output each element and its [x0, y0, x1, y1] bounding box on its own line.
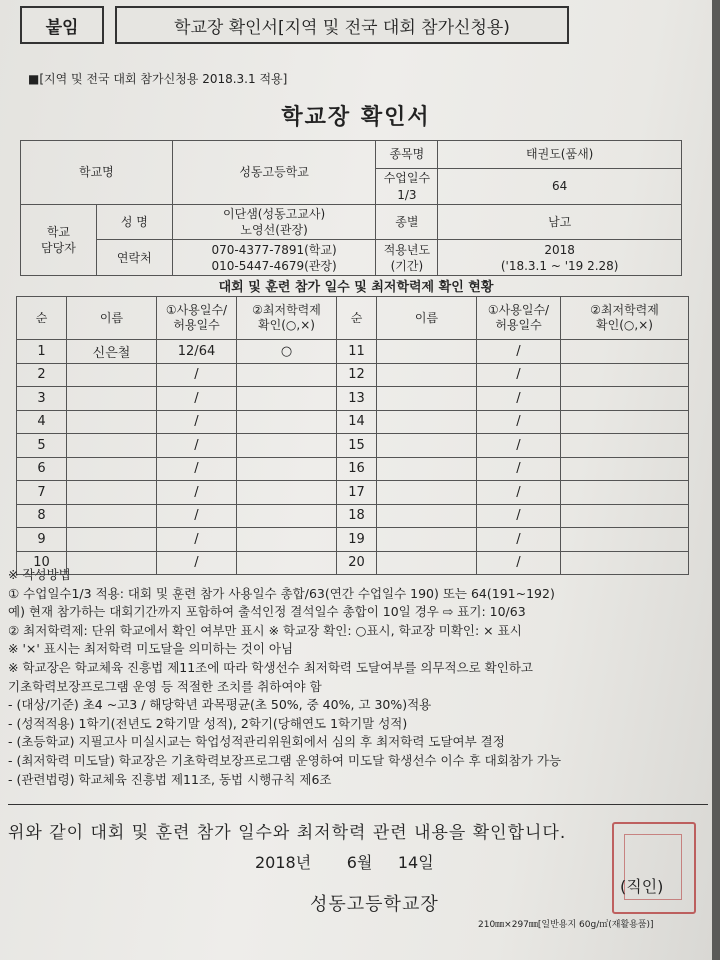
- contact-numbers: [172, 240, 376, 276]
- days-cell: /: [157, 528, 237, 552]
- attachment-tab: 붙임: [20, 6, 104, 44]
- instruction-line: ※ '×' 표시는 최저학력 미도달을 의미하는 것이 아님: [8, 641, 294, 657]
- days-cell: 12/64: [157, 340, 237, 364]
- check-cell: [237, 363, 337, 387]
- class-days-value: 64: [438, 169, 682, 205]
- instruction-line: - (성적적용) 1학기(전년도 2학기말 성적), 2학기(당해연도 1학기말 성적): [8, 715, 408, 731]
- no-cell: 20: [337, 551, 377, 575]
- header-check-line-2: 확인(○,×): [258, 318, 315, 332]
- contact-label: 연락처: [96, 240, 172, 276]
- instruction-line: ※ 작성방법: [8, 567, 71, 582]
- no-cell: 4: [17, 410, 67, 434]
- apply-year-value: [438, 240, 682, 276]
- name-cell: [67, 434, 157, 458]
- issue-year: 2018년: [255, 853, 312, 872]
- no-cell: 12: [337, 363, 377, 387]
- table-row: [17, 340, 689, 364]
- check-cell: [561, 387, 689, 411]
- days-cell: /: [157, 551, 237, 575]
- name-cell: [377, 504, 477, 528]
- instruction-line: 예) 현재 참가하는 대회기간까지 포함하여 출석인정 결석일수 총합이 10일 경우 ⇨ 표기: 10/63: [8, 604, 526, 620]
- no-cell: 9: [17, 528, 67, 552]
- table-header-row: [17, 297, 689, 340]
- section-title: 대회 및 훈련 참가 일수 및 최저학력제 확인 현황: [218, 280, 494, 295]
- header-no-right: 순: [337, 297, 377, 340]
- days-cell: /: [477, 410, 561, 434]
- header-check-left: [237, 297, 337, 340]
- division-label: 종별: [376, 205, 438, 240]
- no-cell: 13: [337, 387, 377, 411]
- days-cell: /: [477, 434, 561, 458]
- table-row: [17, 481, 689, 505]
- apply-period: ('18.3.1 ~ '19 2.28): [500, 258, 619, 273]
- class-days-label: [376, 169, 438, 205]
- header-check-line-1: ②최저학력제: [252, 303, 321, 317]
- issue-date: [255, 850, 434, 873]
- apply-year-label: [376, 240, 438, 276]
- name-cell: [377, 481, 477, 505]
- name-cell: [67, 387, 157, 411]
- division-value: 남고: [438, 205, 682, 240]
- check-cell: [237, 410, 337, 434]
- check-cell: [237, 457, 337, 481]
- apply-year-label-line-2: (기간): [390, 258, 424, 273]
- stamp-label: (직인): [620, 877, 664, 896]
- no-cell: 3: [17, 387, 67, 411]
- header-name-left: 이름: [67, 297, 157, 340]
- manager-label-line-2: 담당자: [41, 241, 76, 256]
- name-cell: [377, 363, 477, 387]
- days-cell: /: [157, 504, 237, 528]
- manager-label-line-1: 학교: [46, 225, 71, 239]
- contact-number-2: 010-5447-4679(관장): [211, 258, 337, 273]
- table-row: [17, 528, 689, 552]
- check-cell: [561, 528, 689, 552]
- name-cell: [67, 481, 157, 505]
- days-cell: /: [477, 481, 561, 505]
- no-cell: 11: [337, 340, 377, 364]
- school-name-value: 성동고등학교: [172, 141, 376, 205]
- school-info-table: [20, 140, 682, 276]
- header-title: 학교장 확인서[지역 및 전국 대회 참가신청용): [115, 6, 569, 44]
- table-row: [17, 410, 689, 434]
- header-days-right: [477, 297, 561, 340]
- header-check-right: [561, 297, 689, 340]
- days-cell: /: [157, 387, 237, 411]
- check-cell: [561, 504, 689, 528]
- days-cell: /: [477, 551, 561, 575]
- check-cell: [561, 410, 689, 434]
- days-cell: /: [477, 504, 561, 528]
- name-cell: [377, 410, 477, 434]
- no-cell: 14: [337, 410, 377, 434]
- manager-names: [172, 205, 376, 240]
- header-days-line-2: 허용일수: [495, 318, 542, 332]
- header-days-line-1: ①사용일수/: [165, 303, 228, 317]
- manager-name-1: 이단샘(성동고교사): [223, 207, 326, 221]
- days-cell: /: [477, 528, 561, 552]
- no-cell: 10: [17, 551, 67, 575]
- divider-line: [8, 804, 708, 805]
- check-cell: [237, 387, 337, 411]
- no-cell: 18: [337, 504, 377, 528]
- table-row: [17, 434, 689, 458]
- participation-table-body: [17, 340, 689, 575]
- name-cell: [377, 528, 477, 552]
- instruction-line: - (최저학력 미도달) 학교장은 기초학력보장프로그램 운영하여 미도달 학생선수 이수 후 대회참가 가능: [8, 752, 562, 768]
- header-days-line-2: 허용일수: [173, 318, 220, 332]
- name-cell: 신은철: [67, 340, 157, 364]
- writing-instructions: [8, 566, 708, 789]
- instruction-line: ※ 학교장은 학교체육 진흥법 제11조에 따라 학생선수 최저학력 도달여부를 의무적으로 확인하고: [8, 659, 533, 675]
- header-check-line-2: 확인(○,×): [596, 318, 653, 332]
- issue-month: 6월: [346, 853, 373, 872]
- no-cell: 8: [17, 504, 67, 528]
- confirmation-statement: 위와 같이 대회 및 훈련 참가 일수와 최저학력 관련 내용을 확인합니다.: [8, 823, 567, 843]
- days-cell: /: [477, 363, 561, 387]
- sport-label: 종목명: [376, 141, 438, 169]
- no-cell: 5: [17, 434, 67, 458]
- document-title: 학교장 확인서: [281, 105, 431, 130]
- days-cell: /: [157, 434, 237, 458]
- instruction-line: - (대상/기준) 초4 ~고3 / 해당학년 과목평균(초 50%, 중 40%, 고 30%)적용: [8, 697, 432, 713]
- manager-name-2: 노영선(관장): [240, 223, 308, 238]
- check-cell: [237, 481, 337, 505]
- application-note: ■[지역 및 전국 대회 참가신청용 2018.3.1 적용]: [28, 72, 288, 86]
- days-cell: /: [157, 363, 237, 387]
- check-cell: [237, 504, 337, 528]
- name-cell: [377, 340, 477, 364]
- check-cell: [561, 340, 689, 364]
- no-cell: 17: [337, 481, 377, 505]
- no-cell: 2: [17, 363, 67, 387]
- table-row: [17, 387, 689, 411]
- sport-value: 태권도(품새): [438, 141, 682, 169]
- name-cell: [67, 410, 157, 434]
- days-cell: /: [477, 457, 561, 481]
- name-cell: [67, 504, 157, 528]
- check-cell: [561, 481, 689, 505]
- no-cell: 15: [337, 434, 377, 458]
- check-cell: ○: [237, 340, 337, 364]
- name-label: 성 명: [96, 205, 172, 240]
- apply-year-label-line-1: 적용년도: [383, 242, 431, 257]
- check-cell: [561, 363, 689, 387]
- manager-label: [21, 205, 97, 276]
- contact-number-1: 070-4377-7891(학교): [211, 242, 337, 257]
- check-cell: [237, 528, 337, 552]
- instruction-line: ① 수업일수1/3 적용: 대회 및 훈련 참가 사용일수 총합/63(연간 수업일수 190) 또는 64(191~192): [8, 585, 555, 601]
- class-days-label-line-1: 수업일수: [383, 171, 431, 186]
- instruction-line: 기초학력보장프로그램 운영 등 적절한 조치를 취하여야 함: [8, 678, 322, 694]
- instruction-line: - (관련법령) 학교체육 진흥법 제11조, 동법 시행규칙 제6조: [8, 771, 332, 787]
- school-name-label: 학교명: [21, 141, 173, 205]
- table-row: [17, 363, 689, 387]
- name-cell: [67, 528, 157, 552]
- header-days-left: [157, 297, 237, 340]
- no-cell: 7: [17, 481, 67, 505]
- no-cell: 6: [17, 457, 67, 481]
- principal-signature: 성동고등학교장: [310, 894, 439, 915]
- days-cell: /: [157, 410, 237, 434]
- name-cell: [377, 434, 477, 458]
- header-check-line-1: ②최저학력제: [590, 303, 659, 317]
- days-cell: /: [157, 457, 237, 481]
- name-cell: [377, 457, 477, 481]
- issue-day: 14일: [397, 853, 434, 872]
- header-name-right: 이름: [377, 297, 477, 340]
- class-days-label-line-2: 1/3: [397, 187, 417, 202]
- name-cell: [67, 457, 157, 481]
- check-cell: [561, 457, 689, 481]
- days-cell: /: [477, 340, 561, 364]
- header-days-line-1: ①사용일수/: [487, 303, 550, 317]
- no-cell: 19: [337, 528, 377, 552]
- name-cell: [67, 363, 157, 387]
- instruction-line: - (초등학교) 지필고사 미실시교는 학업성적관리위원회에서 심의 후 최저학력 도달여부 결정: [8, 734, 505, 750]
- check-cell: [561, 434, 689, 458]
- paper-spec: 210㎜×297㎜[일반용지 60g/㎡(재활용품)]: [478, 920, 654, 930]
- name-cell: [377, 387, 477, 411]
- days-cell: /: [157, 481, 237, 505]
- no-cell: 1: [17, 340, 67, 364]
- no-cell: 16: [337, 457, 377, 481]
- check-cell: [237, 434, 337, 458]
- apply-year: 2018: [544, 242, 575, 257]
- table-row: [17, 457, 689, 481]
- days-cell: /: [477, 387, 561, 411]
- participation-table: [16, 296, 689, 575]
- header-no-left: 순: [17, 297, 67, 340]
- table-row: [17, 504, 689, 528]
- instruction-line: ② 최저학력제: 단위 학교에서 확인 여부만 표시 ※ 학교장 확인: ○표시, 학교장 미확인: × 표시: [8, 622, 522, 638]
